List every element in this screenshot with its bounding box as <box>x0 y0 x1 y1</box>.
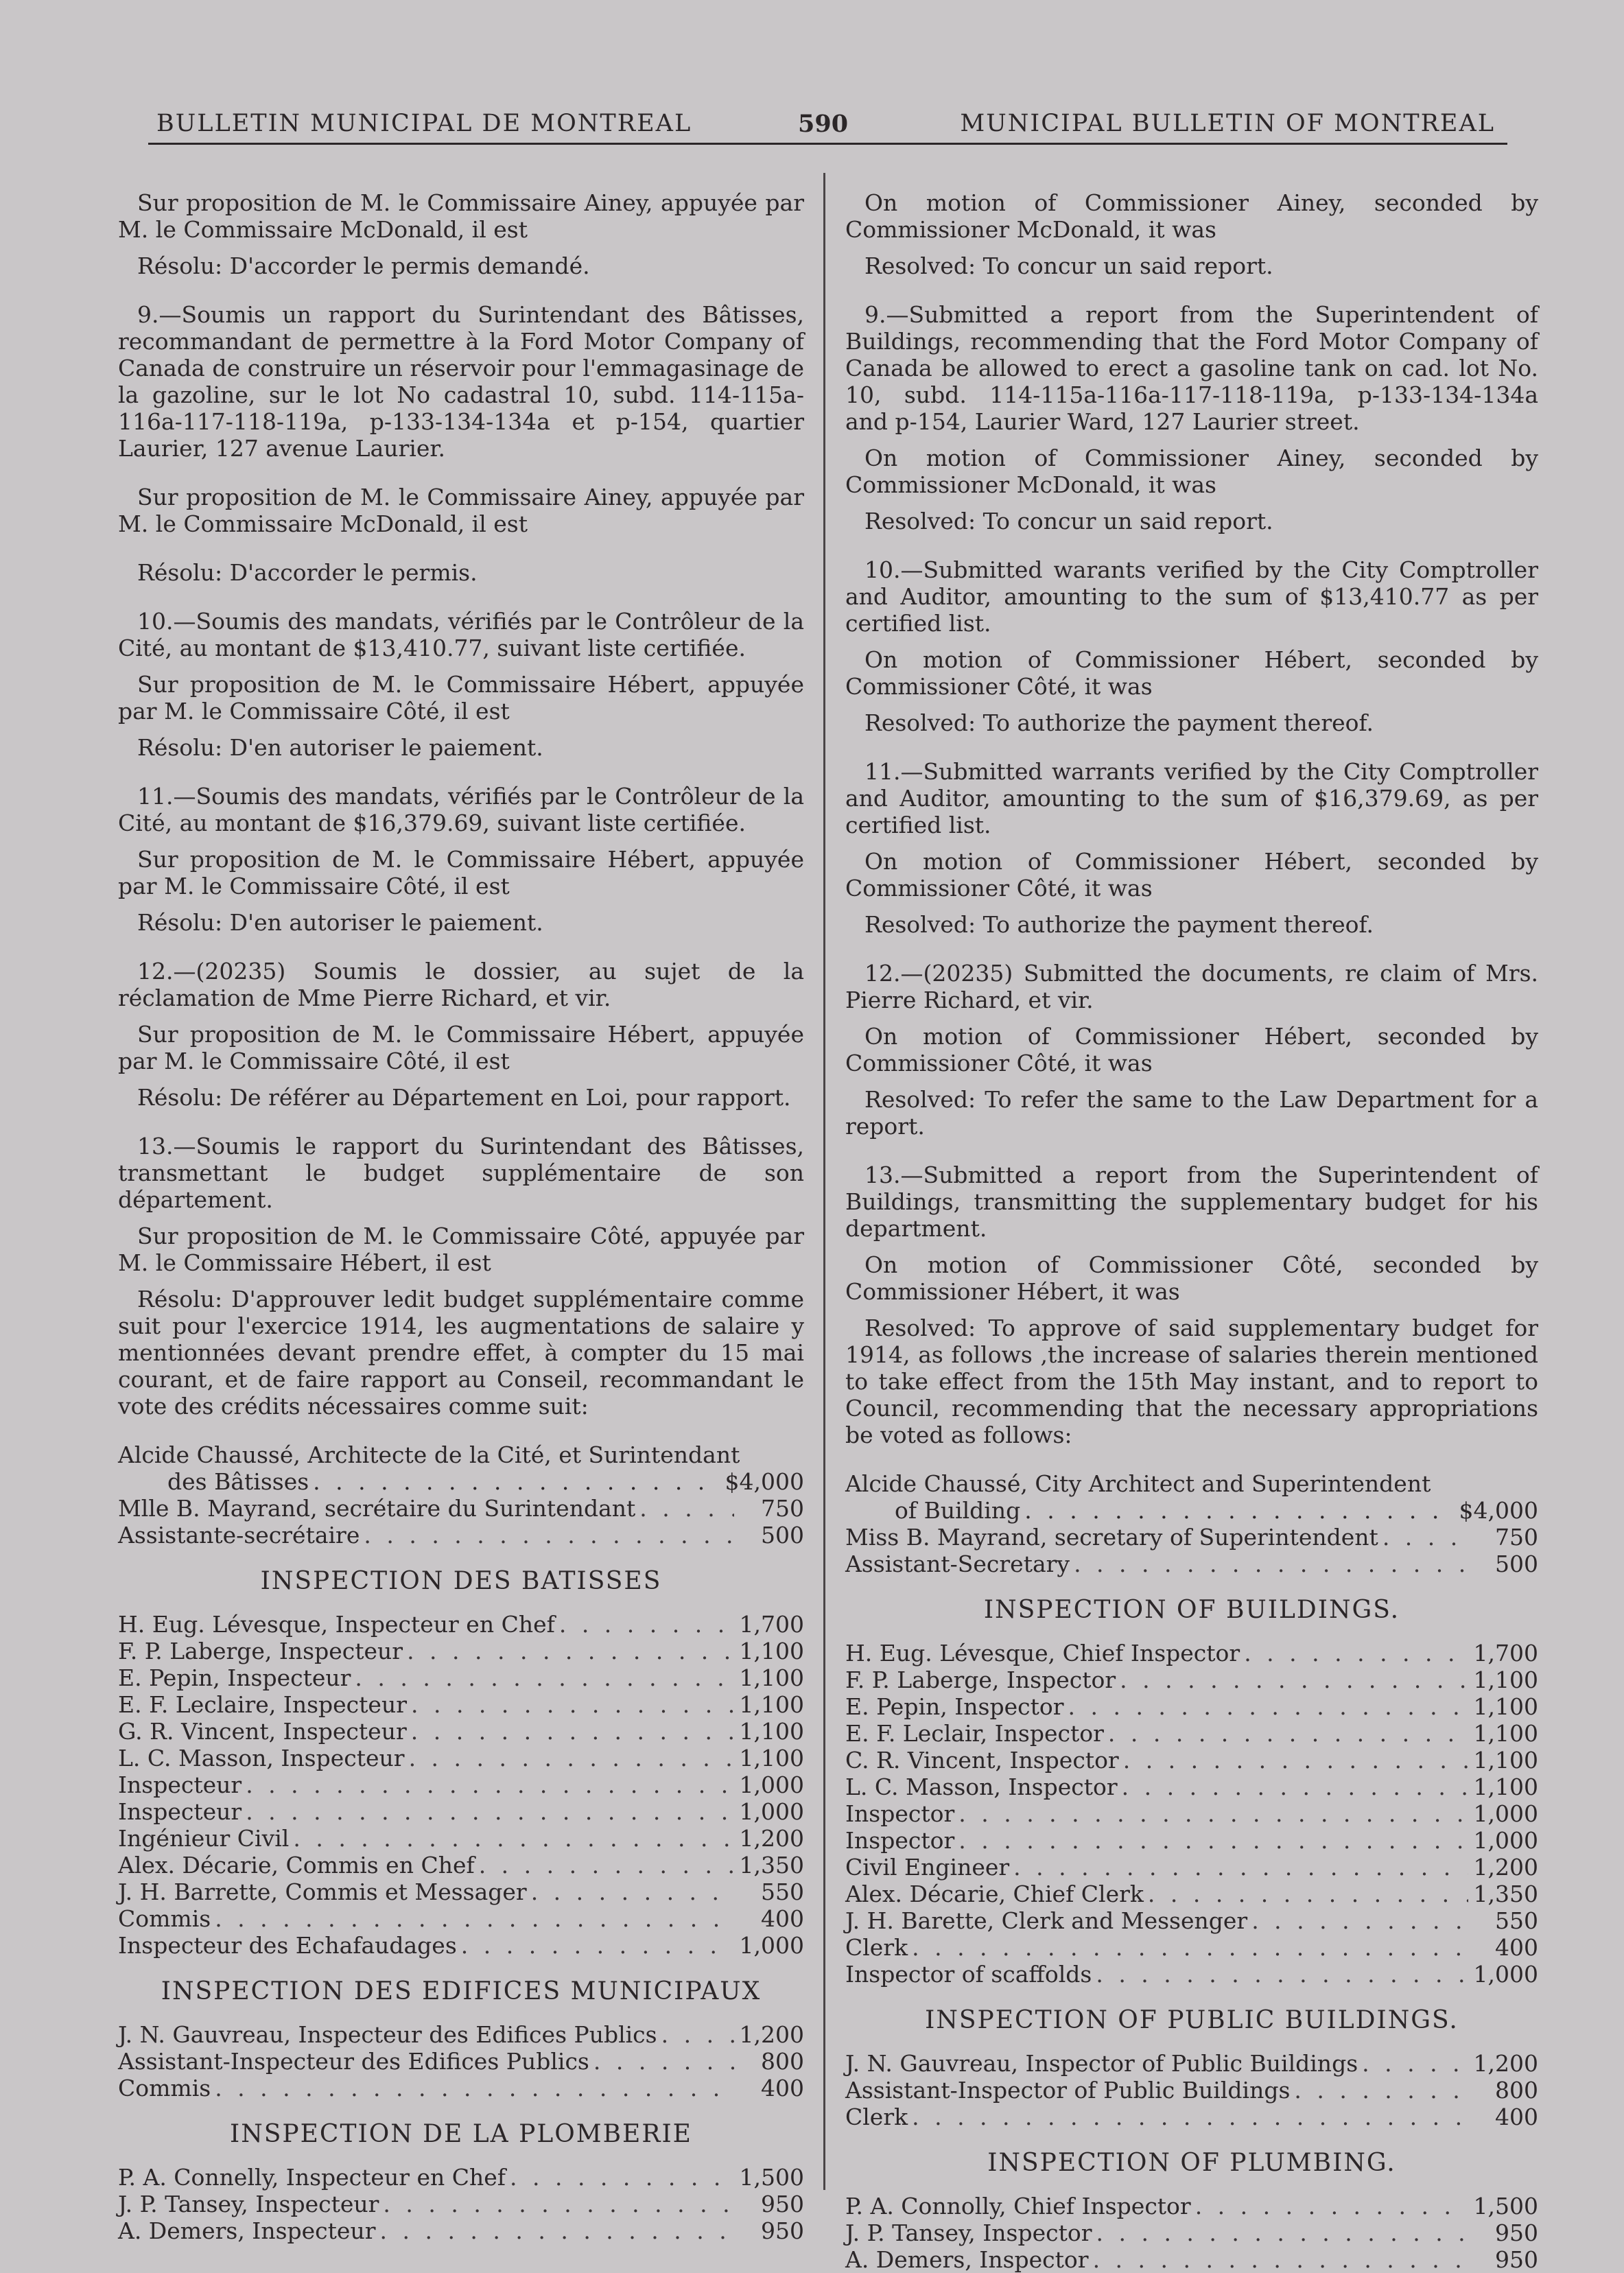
dot-leader <box>1013 1854 1468 1881</box>
budget-line-name: Inspecteur <box>118 1771 242 1798</box>
section-heading: INSPECTION DE LA PLOMBERIE <box>230 2120 692 2148</box>
budget-line <box>845 1854 1538 1881</box>
item-12: 12.—(20235) Soumis le dossier, au sujet de la réclamation de Mme Pierre Richard, et vir. <box>118 958 804 1011</box>
budget-line-value: 1,000 <box>739 1932 804 1959</box>
budget-line <box>845 2193 1538 2219</box>
dot-leader <box>559 1611 734 1638</box>
resolution: Résolu: D'accorder le permis demandé. <box>137 252 590 279</box>
budget-line-value: 1,350 <box>1473 1881 1538 1907</box>
item-9: 9.—Soumis un rapport du Surintendant des Bâtisses, recommandant de permettre à la Ford Motor Company of Canada de construire un réservoir pour l'emmagasinage de la gazoline, sur le lot No cadastral 10, subd. 114-115a-116a-117-118-119a, p-133-134-134a et p-154, quartier Laurier, 127 avenue Laurier. <box>118 301 804 462</box>
resolution: Résolu: D'accorder le permis. <box>137 559 478 586</box>
section-heading: INSPECTION OF BUILDINGS. <box>983 1596 1400 1624</box>
budget-line-value: 1,100 <box>1473 1667 1538 1693</box>
budget-line-value: 750 <box>761 1495 804 1522</box>
budget-line-name: Clerk <box>845 2104 908 2130</box>
dot-leader <box>1096 2219 1469 2246</box>
budget-line-name: H. Eug. Lévesque, Chief Inspector <box>845 1640 1240 1667</box>
paragraph: On motion of Commissioner Hébert, seconded by Commissioner Côté, it was <box>845 1023 1538 1076</box>
budget-line-value: 1,200 <box>739 2021 804 2048</box>
budget-line-value: 1,500 <box>739 2164 804 2191</box>
dot-leader <box>661 2021 734 2048</box>
dot-leader <box>461 1932 734 1959</box>
paragraph: Sur proposition de M. le Commissaire Ainey, appuyée par M. le Commissaire McDonald, il est <box>118 484 804 537</box>
dot-leader <box>912 2104 1468 2130</box>
budget-line <box>845 1667 1538 1693</box>
budget-line-name: G. R. Vincent, Inspecteur <box>118 1718 407 1745</box>
page-number: 590 <box>798 110 849 138</box>
budget-line-name: J. H. Barette, Clerk and Messenger <box>845 1907 1248 1934</box>
budget-line-name: Assistante-secrétaire <box>118 1522 360 1548</box>
dot-leader <box>1362 2050 1468 2077</box>
header-english-title: MUNICIPAL BULLETIN OF MONTREAL <box>960 110 1495 137</box>
budget-line <box>118 1522 804 1548</box>
budget-line-name: L. C. Masson, Inspecteur <box>118 1745 405 1771</box>
budget-line <box>845 1881 1538 1907</box>
budget-line <box>845 1524 1538 1551</box>
column-divider <box>823 173 825 2190</box>
budget-line-name: C. R. Vincent, Inspector <box>845 1747 1119 1774</box>
budget-line-name: Mlle B. Mayrand, secrétaire du Surintendant <box>118 1495 636 1522</box>
resolution: Résolu: D'en autoriser le paiement. <box>137 909 543 936</box>
paragraph: On motion of Commissioner Hébert, seconded by Commissioner Côté, it was <box>845 646 1538 700</box>
dot-leader <box>1294 2077 1468 2104</box>
resolution: Resolved: To approve of said supplementary budget for 1914, as follows ,the increase of salaries therein mentioned to take effect from the 15th May instant, and to report to Council, recommending that the necessary appropriations be voted as follows: <box>845 1315 1538 1448</box>
dot-leader <box>407 1638 734 1664</box>
dot-leader <box>246 1798 734 1825</box>
paragraph: On motion of Commissioner Ainey, seconded by Commissioner McDonald, it was <box>845 189 1538 243</box>
budget-line <box>118 2075 804 2101</box>
budget-line-name: A. Demers, Inspecteur <box>118 2217 376 2244</box>
budget-line <box>118 1771 804 1798</box>
dot-leader <box>383 2191 734 2217</box>
budget-line-value: 1,000 <box>739 1771 804 1798</box>
resolution: Resolved: To concur un said report. <box>864 252 1273 279</box>
budget-line-name: Ingénieur Civil <box>118 1825 290 1852</box>
budget-line-value: 750 <box>1495 1524 1538 1551</box>
budget-line-value: 400 <box>761 1905 804 1932</box>
budget-line-value: 1,100 <box>1473 1720 1538 1747</box>
paragraph: Sur proposition de M. le Commissaire Hébert, appuyée par M. le Commissaire Côté, il est <box>118 1021 804 1074</box>
budget-line-value: 1,100 <box>739 1691 804 1718</box>
paragraph: Sur proposition de M. le Commissaire Côté, appuyée par M. le Commissaire Hébert, il est <box>118 1223 804 1276</box>
budget-sections <box>118 1568 804 2244</box>
item-10: 10.—Soumis des mandats, vérifiés par le Contrôleur de la Cité, au montant de $13,410.77, suivant liste certifiée. <box>118 608 804 661</box>
budget-line-name: Miss B. Mayrand, secretary of Superintendent <box>845 1524 1378 1551</box>
dot-leader <box>293 1825 734 1852</box>
budget-line <box>845 1640 1538 1667</box>
dot-leader <box>1120 1667 1468 1693</box>
budget-line <box>118 1718 804 1745</box>
section-heading: INSPECTION DES EDIFICES MUNICIPAUX <box>161 1977 762 2005</box>
budget-line-value: 1,000 <box>1473 1961 1538 1988</box>
budget-line <box>845 1774 1538 1800</box>
budget-line <box>118 2048 804 2075</box>
budget-line <box>118 1495 804 1522</box>
resolution: Résolu: D'en autoriser le paiement. <box>137 734 543 761</box>
section-heading: INSPECTION OF PLUMBING. <box>987 2149 1396 2177</box>
budget-line <box>118 1441 804 1495</box>
budget-line-value: 1,700 <box>1473 1640 1538 1667</box>
budget-line-value: 1,500 <box>1473 2193 1538 2219</box>
budget-line-value: 550 <box>761 1879 804 1905</box>
budget-line <box>118 2021 804 2048</box>
budget-line <box>845 1961 1538 1988</box>
budget-line-name: F. P. Laberge, Inspector <box>845 1667 1116 1693</box>
item-11: 11.—Submitted warrants verified by the City Comptroller and Auditor, amounting to the sum of $16,379.69, as per certified list. <box>845 758 1538 838</box>
dot-leader <box>1096 1961 1468 1988</box>
budget-line <box>845 1720 1538 1747</box>
budget-line <box>118 1745 804 1771</box>
budget-line-value: 400 <box>1495 2104 1538 2130</box>
paragraph: On motion of Commissioner Côté, seconded by Commissioner Hébert, it was <box>845 1251 1538 1305</box>
budget-line-name: Inspector of scaffolds <box>845 1961 1092 1988</box>
budget-line-value: 1,350 <box>739 1852 804 1879</box>
budget-line <box>845 1693 1538 1720</box>
budget-line <box>845 2219 1538 2246</box>
page-header <box>156 110 1495 144</box>
paragraph: On motion of Commissioner Ainey, seconded by Commissioner McDonald, it was <box>845 445 1538 498</box>
budget-line-name: Inspector <box>845 1800 955 1827</box>
dot-leader <box>958 1800 1468 1827</box>
dot-leader <box>912 1934 1468 1961</box>
budget-line-value: 950 <box>1495 2246 1538 2273</box>
section-heading: INSPECTION OF PUBLIC BUILDINGS. <box>925 2006 1459 2034</box>
budget-line-name: P. A. Connolly, Chief Inspector <box>845 2193 1191 2219</box>
budget-line-name: Assistant-Inspector of Public Buildings <box>845 2077 1291 2104</box>
budget-line-name: Alcide Chaussé, Architecte de la Cité, et Surintendant <box>118 1441 740 1468</box>
budget-line-value: 400 <box>761 2075 804 2101</box>
budget-line-value: 1,100 <box>739 1718 804 1745</box>
budget-line-name: F. P. Laberge, Inspecteur <box>118 1638 403 1664</box>
budget-line <box>845 1827 1538 1854</box>
budget-line-name: H. Eug. Lévesque, Inspecteur en Chef <box>118 1611 555 1638</box>
budget-line-name: J. H. Barrette, Commis et Messager <box>118 1879 527 1905</box>
dot-leader <box>1195 2193 1468 2219</box>
dot-leader <box>531 1879 734 1905</box>
budget-line-name: Alex. Décarie, Commis en Chef <box>118 1852 475 1879</box>
budget-line-name: E. Pepin, Inspecteur <box>118 1664 351 1691</box>
budget-line <box>118 1691 804 1718</box>
budget-line-value: 400 <box>1495 1934 1538 1961</box>
dot-leader <box>1068 1693 1469 1720</box>
dot-leader <box>1244 1640 1468 1667</box>
budget-line <box>118 2217 804 2244</box>
header-french-title: BULLETIN MUNICIPAL DE MONTREAL <box>156 110 692 137</box>
dot-leader <box>215 1905 734 1932</box>
dot-leader <box>1148 1881 1468 1907</box>
dot-leader <box>1074 1551 1468 1577</box>
dot-leader <box>510 2164 734 2191</box>
budget-line-name: J. N. Gauvreau, Inspector of Public Buildings <box>845 2050 1358 2077</box>
french-column <box>118 189 804 2244</box>
budget-line-value: 950 <box>1495 2219 1538 2246</box>
item-9: 9.—Submitted a report from the Superintendent of Buildings, recommending that the Ford Motor Company of Canada be allowed to erect a gasoline tank on cad. lot No. 10, subd. 114-115a-116a-117-118-119a, p-133-134-134a and p-154, Laurier Ward, 127 Laurier street. <box>845 301 1538 435</box>
budget-line-name: Civil Engineer <box>845 1854 1010 1881</box>
budget-line <box>845 2104 1538 2130</box>
budget-line-name: Assistant-Secretary <box>845 1551 1070 1577</box>
budget-line-name: Commis <box>118 1905 211 1932</box>
budget-line <box>118 2191 804 2217</box>
dot-leader <box>313 1468 720 1495</box>
budget-line-value: 550 <box>1495 1907 1538 1934</box>
budget-line-value: 1,100 <box>739 1745 804 1771</box>
resolution: Resolved: To refer the same to the Law Department for a report. <box>845 1086 1538 1140</box>
dot-leader <box>246 1771 734 1798</box>
dot-leader <box>1251 1907 1468 1934</box>
header-rule <box>148 143 1507 145</box>
budget-line-value: 1,700 <box>739 1611 804 1638</box>
dot-leader <box>411 1718 734 1745</box>
budget-line-name: J. P. Tansey, Inspector <box>845 2219 1092 2246</box>
budget-line <box>845 2246 1538 2273</box>
budget-line-value: 1,000 <box>739 1798 804 1825</box>
budget-line <box>845 1470 1538 1524</box>
budget-line <box>845 1551 1538 1577</box>
resolution: Resolved: To concur un said report. <box>864 508 1273 534</box>
budget-line-value: 1,200 <box>739 1825 804 1852</box>
budget-line-name: E. F. Leclair, Inspector <box>845 1720 1104 1747</box>
budget-line-name: J. N. Gauvreau, Inspecteur des Edifices Publics <box>118 2021 657 2048</box>
budget-line-name: Inspecteur des Echafaudages <box>118 1932 457 1959</box>
dot-leader <box>1122 1774 1468 1800</box>
budget-line-value: 950 <box>761 2217 804 2244</box>
budget-line-name: E. F. Leclaire, Inspecteur <box>118 1691 407 1718</box>
budget-line-value: 1,000 <box>1473 1800 1538 1827</box>
budget-line-value: 1,100 <box>1473 1693 1538 1720</box>
budget-line-value: 950 <box>761 2191 804 2217</box>
budget-line-value: 1,200 <box>1473 1854 1538 1881</box>
budget-line-name: Inspector <box>845 1827 955 1854</box>
budget-line-name: A. Demers, Inspector <box>845 2246 1089 2273</box>
budget-line-value: 800 <box>761 2048 804 2075</box>
dot-leader <box>479 1852 734 1879</box>
resolution: Résolu: D'approuver ledit budget supplémentaire comme suit pour l'exercice 1914, les augmentations de salaire y mentionnées devant prendre effet, à compter du 15 mai courant, et de faire rapport au Conseil, recommandant le vote des crédits nécessaires comme suit: <box>118 1286 804 1420</box>
budget-line-value: 1,100 <box>739 1638 804 1664</box>
resolution: Résolu: De référer au Département en Loi, pour rapport. <box>137 1084 791 1111</box>
budget-line-name: Alex. Décarie, Chief Clerk <box>845 1881 1144 1907</box>
budget-line <box>845 2050 1538 2077</box>
resolution: Resolved: To authorize the payment thereof. <box>864 709 1374 736</box>
budget-line-name: E. Pepin, Inspector <box>845 1693 1064 1720</box>
item-13: 13.—Submitted a report from the Superintendent of Buildings, transmitting the supplementary budget for his department. <box>845 1162 1538 1242</box>
paragraph: On motion of Commissioner Hébert, seconded by Commissioner Côté, it was <box>845 848 1538 902</box>
paragraph: Sur proposition de M. le Commissaire Hébert, appuyée par M. le Commissaire Côté, il est <box>118 671 804 725</box>
dot-leader <box>1024 1497 1455 1524</box>
budget-line <box>118 1932 804 1959</box>
budget-line-name: des Bâtisses <box>167 1468 309 1495</box>
budget-line <box>118 1664 804 1691</box>
budget-line <box>118 2164 804 2191</box>
dot-leader <box>409 1745 734 1771</box>
dot-leader <box>639 1495 734 1522</box>
budget-line <box>845 1934 1538 1961</box>
budget-line <box>118 1879 804 1905</box>
dot-leader <box>215 2075 734 2101</box>
budget-line-name: P. A. Connelly, Inspecteur en Chef <box>118 2164 506 2191</box>
english-column <box>845 189 1538 2273</box>
budget-line-value: 800 <box>1495 2077 1538 2104</box>
item-13: 13.—Soumis le rapport du Surintendant des Bâtisses, transmettant le budget supplémentaire de son département. <box>118 1133 804 1213</box>
budget-line-name: Inspecteur <box>118 1798 242 1825</box>
dot-leader <box>1108 1720 1468 1747</box>
budget-line-value: 1,100 <box>739 1664 804 1691</box>
budget-line <box>118 1798 804 1825</box>
budget-line <box>845 2077 1538 2104</box>
budget-line <box>118 1825 804 1852</box>
budget-line-value: 1,200 <box>1473 2050 1538 2077</box>
budget-line-name: L. C. Masson, Inspector <box>845 1774 1118 1800</box>
budget-line <box>845 1747 1538 1774</box>
section-heading: INSPECTION DES BATISSES <box>260 1567 662 1595</box>
budget-sections <box>845 1597 1538 2273</box>
budget-line <box>845 1907 1538 1934</box>
budget-line-name: Clerk <box>845 1934 908 1961</box>
budget-line <box>118 1905 804 1932</box>
budget-line-value: 1,100 <box>1473 1747 1538 1774</box>
item-11: 11.—Soumis des mandats, vérifiés par le Contrôleur de la Cité, au montant de $16,379.69, suivant liste certifiée. <box>118 783 804 836</box>
budget-line-name: Commis <box>118 2075 211 2101</box>
budget-line-value: 500 <box>1495 1551 1538 1577</box>
budget-line-value: 1,100 <box>1473 1774 1538 1800</box>
paragraph: Sur proposition de M. le Commissaire Hébert, appuyée par M. le Commissaire Côté, il est <box>118 846 804 899</box>
dot-leader <box>411 1691 734 1718</box>
budget-line-value: 1,000 <box>1473 1827 1538 1854</box>
budget-line-value: $4,000 <box>1459 1497 1538 1524</box>
budget-line-name: Alcide Chaussé, City Architect and Superintendent <box>845 1470 1431 1497</box>
dot-leader <box>355 1664 734 1691</box>
budget-line <box>118 1638 804 1664</box>
budget-line-name: Assistant-Inspecteur des Edifices Publics <box>118 2048 589 2075</box>
resolution: Resolved: To authorize the payment thereof. <box>864 911 1374 938</box>
dot-leader <box>1382 1524 1468 1551</box>
dot-leader <box>958 1827 1468 1854</box>
dot-leader <box>1093 2246 1468 2273</box>
dot-leader <box>593 2048 734 2075</box>
budget-line <box>118 1852 804 1879</box>
dot-leader <box>1123 1747 1468 1774</box>
item-10: 10.—Submitted warants verified by the City Comptroller and Auditor, amounting to the sum of $13,410.77 as per certified list. <box>845 556 1538 637</box>
budget-line <box>118 1611 804 1638</box>
budget-line-value: 500 <box>761 1522 804 1548</box>
budget-line-name: of Building <box>895 1497 1021 1524</box>
dot-leader <box>364 1522 734 1548</box>
budget-line-value: $4,000 <box>725 1468 804 1495</box>
paragraph: Sur proposition de M. le Commissaire Ainey, appuyée par M. le Commissaire McDonald, il est <box>118 189 804 243</box>
item-12: 12.—(20235) Submitted the documents, re claim of Mrs. Pierre Richard, et vir. <box>845 960 1538 1013</box>
budget-line-name: J. P. Tansey, Inspecteur <box>118 2191 379 2217</box>
budget-line <box>845 1800 1538 1827</box>
dot-leader <box>380 2217 735 2244</box>
